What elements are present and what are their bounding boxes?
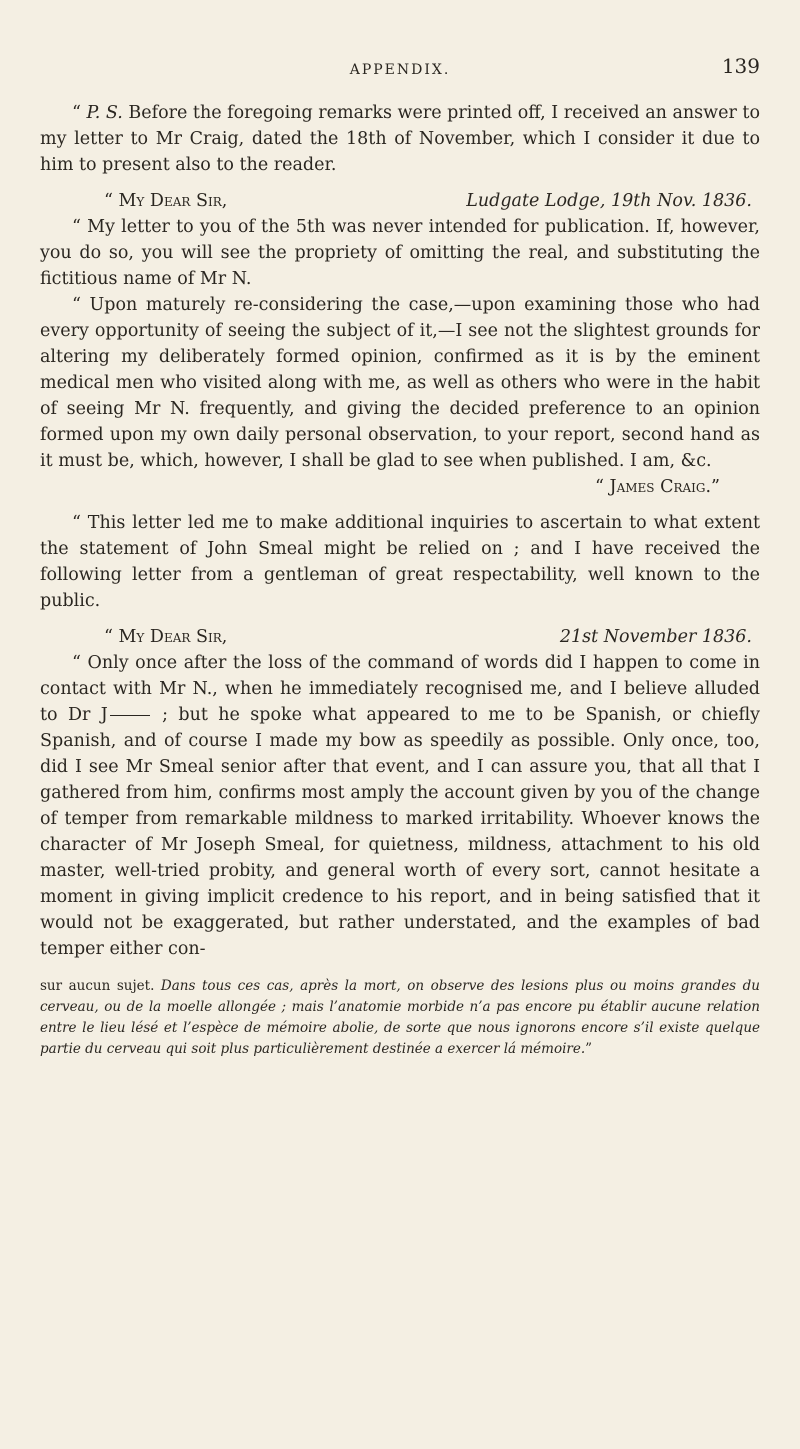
footnote-french-text: Dans tous ces cas, après la mort, on observe des lesions plus ou moins grandes du cerveau, ou de la moelle allongée ; mais l’anatomie morbide n’a pas encore pu établir aucune relation entre le lieu lésé et l’espèce de mémoire abolie, de sorte que nous ignorons encore s’il existe quelque partie du cerveau qui soit plus particulièrement destinée a exercer lá mémoire. — [40, 978, 760, 1057]
running-title: APPENDIX. — [349, 62, 451, 78]
narrative-paragraph: “ This letter led me to make additional inquiries to ascertain to what extent the statement of John Smeal might be relied on ; and I have received the following letter from a gentleman of great respectability, well known to the public. — [40, 513, 760, 611]
letter1-heading — [40, 188, 760, 214]
letter1-place-date: Ludgate Lodge, 19th Nov. 1836. — [466, 191, 752, 211]
letter1-salutation: “ My Dear Sir, — [104, 191, 228, 211]
ps-label: P. S. — [86, 103, 123, 123]
letter1-paragraph-2: “ Upon maturely re-considering the case,—upon examining those who had every opportunity of seeing the subject of it,—I see not the slightest grounds for altering my deliberately formed opinion, confirmed as it is by the eminent medical men who visited along with me, as well as others who were in the habit of seeing Mr N. frequently, and giving the decided preference to an opinion formed upon my own daily personal observation, to your report, second hand as it must be, which, however, I shall be glad to see when published. I am, &c. — [40, 295, 760, 471]
footnote: sur aucun sujet. Dans tous ces cas, après la mort, on observe des lesions plus ou moins grandes du cerveau, ou de la moelle allongée ; mais l’anatomie morbide n’a pas encore pu établir aucune relation entre le lieu lésé et l’espèce de mémoire abolie, de sorte que nous ignorons encore s’il existe quelque partie du cerveau qui soit plus particulièrement destinée a exercer lá mémoire.” — [40, 978, 760, 1057]
letter2-date: 21st November 1836. — [559, 627, 752, 647]
postscript-paragraph: “ P. S. Before the foregoing remarks were printed off, I received an answer to my letter to Mr Craig, dated the 18th of November, which I consider it due to him to present also to the reader. — [40, 103, 761, 175]
name-blank-rule — [110, 715, 150, 716]
letter1-paragraph-1: “ My letter to you of the 5th was never intended for publication. If, however, you do so, you will see the propriety of omitting the real, and substituting the fictitious name of Mr N. — [40, 217, 760, 289]
page-body — [40, 100, 760, 1060]
letter1-signature: “ James Craig.” — [595, 477, 720, 497]
page-number: 139 — [721, 54, 760, 78]
letter2-salutation: “ My Dear Sir, — [104, 627, 228, 647]
letter2-paragraph: “ Only once after the loss of the command of words did I happen to come in contact with Mr N., when he immediately recognised me, and I believe alluded to Dr J ; but he spoke what appeared to me to be Spanish, or chiefly Spanish, and of course I made my bow as speedily as possible. Only once, too, did I see Mr Smeal senior after that event, and I can assure you, that all that I gathered from him, confirms most amply the account given by you of the change of temper from remarkable mildness to marked irritability. Whoever knows the character of Mr Joseph Smeal, for quietness, mildness, attachment to his old master, well-tried probity, and general worth of every sort, cannot hesitate a moment in giving implicit credence to his report, and in being satisfied that it would not be exaggerated, but rather understated, and the examples of bad temper either con- — [40, 653, 760, 959]
letter2-heading — [40, 624, 760, 650]
book-page — [40, 28, 761, 1057]
running-head — [40, 28, 760, 78]
